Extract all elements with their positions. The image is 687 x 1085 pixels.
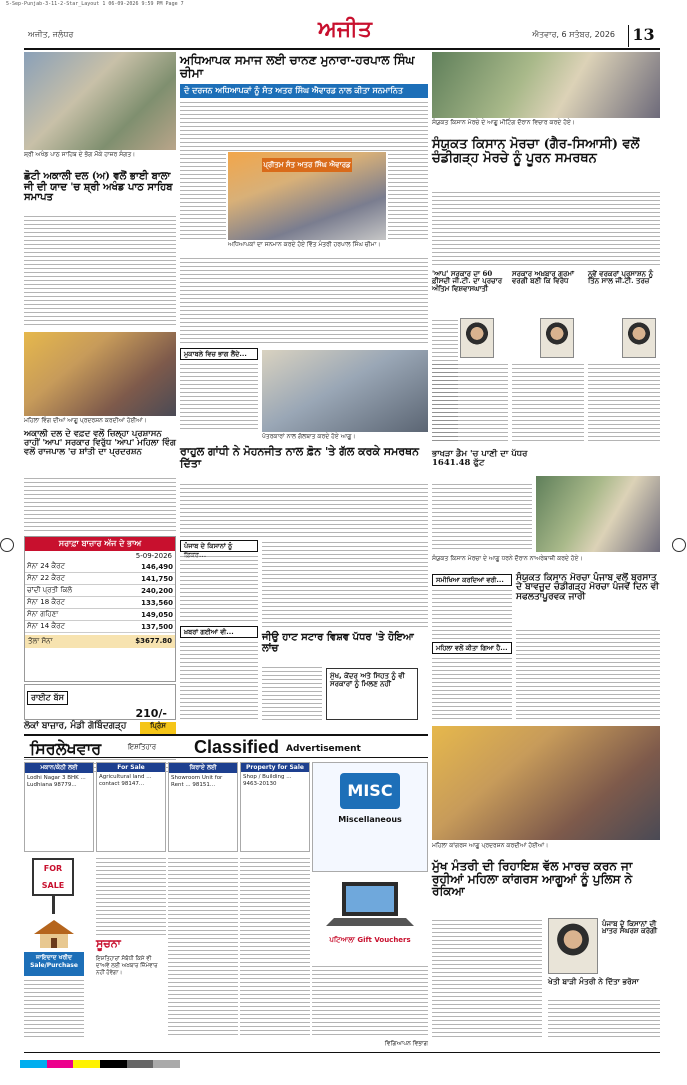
gold-bottom-value: $3677.80 xyxy=(135,637,172,645)
classified-col-4 xyxy=(240,762,310,852)
gold-rates-title: ਸਰਾਫ਼ਾ ਬਾਜ਼ਾਰ ਅੱਜ ਦੇ ਭਾਅ xyxy=(25,537,175,551)
table-row xyxy=(25,573,175,585)
portrait-3 xyxy=(622,318,656,358)
table-row xyxy=(25,621,175,633)
table-row xyxy=(25,609,175,621)
award-caption: ਅਧਿਆਪਕਾਂ ਦਾ ਸਨਮਾਨ ਕਰਦੇ ਹੋਏ ਵਿੱਤ ਮੰਤਰੀ ਹਰਪਾਲ ਸਿੰਘ ਚੀਮਾ। xyxy=(228,241,381,248)
gold-rates-date: 5-09-2026 xyxy=(135,552,172,560)
workers-item-headline: ਨਵੇਂ ਵਰਕਰਾਂ ਪ੍ਰਸਾਸ਼ਨ ਨੂੰ ਤਿੰਨ ਸਾਲ ਜੀ.ਟੀ. ਤਰਜ਼ xyxy=(588,269,653,286)
sale-purchase-badge: ਜਾਇਦਾਦ ਖਰੀਦ Sale/Purchase xyxy=(24,952,84,976)
jio-headline: ਜੀਉ ਹਾਟ ਸਟਾਰ ਵਿਸ਼ਵ ਪੱਧਰ 'ਤੇ ਹੋਇਆ ਲਾਂਚ xyxy=(262,632,414,654)
left-story-2-body xyxy=(24,476,176,532)
header-rule xyxy=(24,48,660,50)
box-1: ਪੰਜਾਬ ਦੇ ਕਿਸਾਨਾਂ ਨੂੰ xyxy=(180,540,258,552)
portrait-2 xyxy=(540,318,574,358)
rahul-story-headline: ਰਾਹੁਲ ਗਾਂਧੀ ਨੇ ਮੋਹਨਜੀਤ ਨਾਲ ਫ਼ੋਨ 'ਤੇ ਗੱਲ ਕਰਕੇ ਸਮਰਥਨ ਦਿੱਤਾ xyxy=(180,445,420,470)
misc-caption: Miscellaneous xyxy=(338,815,402,824)
photo-protest-women xyxy=(24,332,176,416)
laptop-icon xyxy=(312,876,428,932)
lead-body-2 xyxy=(180,256,428,346)
gold-rates-box xyxy=(24,536,176,682)
lead-subhead: ਦੋ ਦਰਜਨ ਅਧਿਆਪਕਾਂ ਨੂੰ ਸੰਤ ਅਤਰ ਸਿੰਘ ਐਵਾਰਡ ਨਾਲ ਕੀਤਾ ਸਨਮਾਨਿਤ xyxy=(180,84,428,98)
classified-col-head: ਕਿਰਾਏ ਲਈ xyxy=(169,763,237,773)
registration-mark-left xyxy=(0,538,14,552)
classified-body-4 xyxy=(240,856,310,1036)
classified-body-1 xyxy=(24,978,84,1038)
rate-label: ਸੋਨਾ 24 ਕੈਰਟ xyxy=(25,561,112,573)
review-label: ਸਮੀਖਿਆ ਕਰਦਿਆਂ ਵਰੀ... xyxy=(432,574,512,586)
rate-value: 133,560 xyxy=(112,597,175,609)
mahila-congress-caption: ਮਹਿਲਾ ਕਾਂਗਰਸ ਆਗੂ ਪ੍ਰਦਰਸ਼ਨ ਕਰਦੀਆਂ ਹੋਈਆਂ। xyxy=(432,842,549,849)
page-number: 13 xyxy=(628,25,658,47)
misc-ad xyxy=(312,762,428,872)
gold-bottom-label: ਤੋਲਾ ਸੋਨਾ xyxy=(28,637,53,645)
for-sale-sign: FOR SALE xyxy=(32,858,74,896)
mahila-congress-photo xyxy=(432,726,660,840)
classified-body-3 xyxy=(168,856,238,1036)
center-mid-body xyxy=(262,540,428,630)
classified-body-2 xyxy=(96,856,166,936)
jio-body xyxy=(262,665,322,723)
rahul-story-body xyxy=(180,482,428,538)
lead-body-left xyxy=(180,152,226,240)
left-story-2-headline: ਅਕਾਲੀ ਦਲ ਦੇ ਵਫ਼ਦ ਵਲੋਂ ਜ਼ਿਲ੍ਹਾ ਪ੍ਰਸ਼ਾਸਨ ਰਾਹੀਂ 'ਆਪ' ਸਰਕਾਰ ਵਿਰੁੱਧ 'ਆਪ' ਮਹਿਲਾ ਵਿੰਗ ਵਲੋਂ ਰਾਜਪਾਲ 'ਚ ਸ਼ਾਂਤੀ ਦਾ ਪ੍ਰਦਰਸ਼ਨ xyxy=(24,429,176,457)
print-slug: 5-Sep-Punjab-3-11-2-Star_Layout 1 06-09-2026 9:59 PM Page 7 xyxy=(6,1,184,7)
lead-body-right xyxy=(388,152,428,240)
award-banner: ਪ੍ਰੀਤਮ ਸੰਤ ਅਤਰ ਸਿੰਘ ਐਵਾਰਡ xyxy=(262,158,352,172)
box-1-body xyxy=(180,554,258,624)
market-headline: ਲੋਕਾਂ ਬਾਜ਼ਾਰ, ਮੰਡੀ ਗੋਬਿੰਦਗੜ੍ਹ xyxy=(24,721,127,731)
side-story-body xyxy=(548,998,660,1038)
rate-label: ਚਾਂਦੀ ਪ੍ਰਤੀ ਕਿਲੋ xyxy=(25,585,112,597)
meeting-caption: ਸੰਯੁਕਤ ਕਿਸਾਨ ਮੋਰਚੇ ਦੇ ਆਗੂ ਮੀਟਿੰਗ ਦੌਰਾਨ ਵਿਚਾਰ ਕਰਦੇ ਹੋਏ। xyxy=(432,119,575,126)
market-tag: ਪ੍ਰਿੰਸ xyxy=(140,722,176,735)
sarkar-item-headline: ਸਰਕਾਰ ਅਖ਼ਬਾਰ ਗਰਮਾਂ ਵਰਗੀ ਬਣੀ ਕਿ ਵਿਰੋਧ xyxy=(512,269,574,286)
table-row xyxy=(25,561,175,573)
classified-title-en2: Advertisement xyxy=(286,744,361,754)
aap-item-headline: 'ਆਪ' ਸਰਕਾਰ ਦਾ 60 ਫ਼ੀਸਦੀ ਜੀ.ਟੀ. ਦਾ ਪ੍ਰਚਾਰ ਅੰਤਿਮ ਵਿਸ਼ਵਾਸਘਾਤੀ xyxy=(432,269,503,293)
rate-value: 146,490 xyxy=(112,561,175,573)
bhakra-headline: ਭਾਖੜਾ ਡੈਮ 'ਚ ਪਾਣੀ ਦਾ ਪੱਧਰ 1641.48 ਫੁੱਟ xyxy=(432,449,528,468)
mahila-congress-headline: ਮੁੱਖ ਮੰਤਰੀ ਦੀ ਰਿਹਾਇਸ਼ ਵੱਲ ਮਾਰਚ ਕਰਨ ਜਾ ਰਹੀਆਂ ਮਹਿਲਾ ਕਾਂਗਰਸ ਆਗੂਆਂ ਨੂੰ ਪੁਲਿਸ ਨੇ ਰੋਕਿਆ xyxy=(432,859,633,899)
gold-rates-table xyxy=(25,561,175,633)
registration-mark-right xyxy=(672,538,686,552)
classified-col-3 xyxy=(168,762,238,852)
dharna-photo xyxy=(536,476,660,552)
classified-banner xyxy=(24,734,428,758)
dharna-caption: ਸੰਯੁਕਤ ਕਿਸਾਨ ਮੋਰਚਾ ਦੇ ਆਗੂ ਧਰਨੇ ਦੌਰਾਨ ਨਾਅਰੇਬਾਜ਼ੀ ਕਰਦੇ ਹੋਏ। xyxy=(432,555,583,562)
side-story-headline: ਪੰਜਾਬ ਦੇ ਕਿਸਾਨਾਂ ਦੀ ਖ਼ਾਤਰ ਸੰਘਰਸ਼ ਕਰੇਗੀ xyxy=(602,919,658,936)
skm-chandigarh-headline: ਸੰਯੁਕਤ ਕਿਸਾਨ ਮੋਰਚਾ ਪੰਜਾਬ ਵਲੋਂ ਬਰਸਾਤ ਦੇ ਬਾਵਜੂਦ ਚੰਡੀਗੜ੍ਹ ਮੋਰਚਾ ਪੰਜਵੇਂ ਦਿਨ ਵੀ ਸਫਲਤਾਪੂਰਵਕ ਜਾਰੀ xyxy=(516,573,659,602)
review-body xyxy=(432,588,512,640)
footer-ad-dept: ਵਿਗਿਆਪਨ ਵਿਭਾਗ xyxy=(384,1040,428,1047)
left-story-1-body xyxy=(24,214,176,326)
classified-col-text: Lodhi Nagar 3 BHK ... Ludhiana 98779... xyxy=(27,775,86,788)
classified-col-head: Property for Sale xyxy=(241,763,309,772)
box-2: ਮੁੱਖ, ਕੇਂਦਰ ਅਤੇ ਸਿਹਤ ਨੂੰ ਵੀ ਸਰਕਾਰਾਂ ਨੂੰ ਮਿਲਣ ਨਹੀਂ xyxy=(326,668,418,720)
header-date: ਐਤਵਾਰ, 6 ਸਤੰਬਰ, 2026 xyxy=(532,30,615,39)
notice-text: ਇਸ਼ਤਿਹਾਰਾਂ ਸੰਬੰਧੀ ਕਿਸੇ ਵੀ ਦਾਅਵੇ ਲਈ ਅਖ਼ਬਾਰ ਜ਼ਿੰਮੇਵਾਰ ਨਹੀਂ ਹੋਵੇਗਾ। xyxy=(96,956,158,976)
footer-rule xyxy=(24,1052,660,1053)
classified-col-text: Showroom Unit for Rent ... 98151... xyxy=(171,775,223,788)
left-story-1-headline: ਛੋਟੀ ਅਕਾਲੀ ਦਲ (ਅ) ਵਲੋਂ ਭਾਈ ਬਾਲਾ ਜੀ ਦੀ ਯਾਦ 'ਚ ਸ਼੍ਰੀ ਅਖੰਡ ਪਾਠ ਸਾਹਿਬ ਸਮਾਪਤ xyxy=(24,171,173,203)
item1-body xyxy=(432,362,508,444)
quote-box: ਮੁਕਾਬਲੇ ਵਿਚ ਭਾਗ ਲੈਂਦੇ... xyxy=(180,348,258,360)
side-story-headline-2: ਖੇਤੀ ਬਾੜੀ ਮੰਤਰੀ ਨੇ ਦਿੱਤਾ ਭਰੋਸਾ xyxy=(548,977,639,986)
box-3-body xyxy=(180,640,258,722)
classified-body-5 xyxy=(312,964,428,1036)
notice-title: ਸੂਚਨਾ xyxy=(96,937,121,950)
bhakra-body xyxy=(432,482,532,552)
mahila-label: ਮਹਿਲਾ ਵਲੋਂ ਕੀਤਾ ਗਿਆ ਹੈ... xyxy=(432,642,512,654)
bus-fare-box xyxy=(24,684,176,720)
classified-title-en: Classified xyxy=(194,737,280,757)
item2-body xyxy=(512,362,584,444)
press-conference-photo xyxy=(262,350,428,432)
gift-voucher-ad: ਪਟਿਆਲਾ Gift Vouchers xyxy=(329,936,411,944)
photo-gathering xyxy=(24,52,176,150)
classified-col-1 xyxy=(24,762,94,852)
rate-value: 137,500 xyxy=(112,621,175,633)
photo-caption-1: ਸ਼੍ਰੀ ਅਖੰਡ ਪਾਠ ਸਾਹਿਬ ਦੇ ਭੋਗ ਮੌਕੇ ਹਾਜ਼ਰ ਸੰਗਤ। xyxy=(24,151,136,158)
skm-body xyxy=(432,190,660,266)
portrait-minister xyxy=(548,918,598,974)
skm-chandigarh-body xyxy=(516,628,660,722)
portrait-1 xyxy=(460,318,494,358)
bus-fare-value: 210/- xyxy=(135,707,167,720)
skm-headline: ਸੰਯੁਕਤ ਕਿਸਾਨ ਮੋਰਚਾ (ਗੈਰ-ਸਿਆਸੀ) ਵਲੋਂ ਚੰਡੀਗੜ੍ਹ ਮੋਰਚੇ ਨੂੰ ਪੂਰਨ ਸਮਰਥਨ xyxy=(432,137,640,166)
rate-label: ਸੋਨਾ 14 ਕੈਰਟ xyxy=(25,621,112,633)
rate-value: 240,200 xyxy=(112,585,175,597)
rate-label: ਸੋਨਾ 18 ਕੈਰਟ xyxy=(25,597,112,609)
header-left-label: ਅਜੀਤ, ਜਲੰਧਰ xyxy=(28,30,74,39)
misc-logo: MISC xyxy=(340,773,400,809)
house-icon xyxy=(30,918,78,948)
classified-title-pa: ਸਿਰਲੇਖਵਾਰ xyxy=(30,739,102,758)
table-row xyxy=(25,597,175,609)
box-3: ਖ਼ਬਰਾਂ ਗਈਆਂ ਵੀ... xyxy=(180,626,258,638)
rate-value: 149,050 xyxy=(112,609,175,621)
masthead: ਅਜੀਤ xyxy=(318,16,372,42)
classified-col-head: ਮਕਾਨ/ਕੋਠੀ ਲਈ xyxy=(25,763,93,773)
press-caption: ਪੱਤਰਕਾਰਾਂ ਨਾਲ ਗੱਲਬਾਤ ਕਰਦੇ ਹੋਏ ਆਗੂ। xyxy=(262,433,356,440)
rate-label: ਸੋਨਾ 22 ਕੈਰਟ xyxy=(25,573,112,585)
color-bar xyxy=(20,1060,180,1068)
mahila-body xyxy=(432,656,512,722)
item3-body xyxy=(588,362,660,444)
classified-col-head: For Sale xyxy=(97,763,165,772)
photo-caption-2: ਮਹਿਲਾ ਵਿੰਗ ਦੀਆਂ ਆਗੂ ਪ੍ਰਦਰਸ਼ਨ ਕਰਦੀਆਂ ਹੋਈਆਂ। xyxy=(24,417,147,424)
rate-value: 141,750 xyxy=(112,573,175,585)
sign-post xyxy=(52,896,55,914)
classified-col-text: Agricultural land ... contact 98147... xyxy=(99,774,152,787)
classified-col-2 xyxy=(96,762,166,852)
lead-body xyxy=(180,100,428,152)
classified-subtitle-pa: ਇਸ਼ਤਿਹਾਰ xyxy=(128,743,157,751)
lead-headline: ਅਧਿਆਪਕ ਸਮਾਜ ਲਈ ਚਾਨਣ ਮੁਨਾਰਾ-ਹਰਪਾਲ ਸਿੰਘ ਚੀਮਾ xyxy=(180,53,415,80)
table-row xyxy=(25,585,175,597)
classified-col-text: Shop / Building ... 9463-20130 xyxy=(243,774,292,787)
meeting-photo xyxy=(432,52,660,118)
mahila-congress-body xyxy=(432,918,542,1038)
rate-label: ਸੋਨਾ ਗਹਿਣਾ xyxy=(25,609,112,621)
bus-fare-title: ਰਾਈਟ ਬੱਸ xyxy=(27,691,68,705)
center-left-body xyxy=(180,362,258,432)
